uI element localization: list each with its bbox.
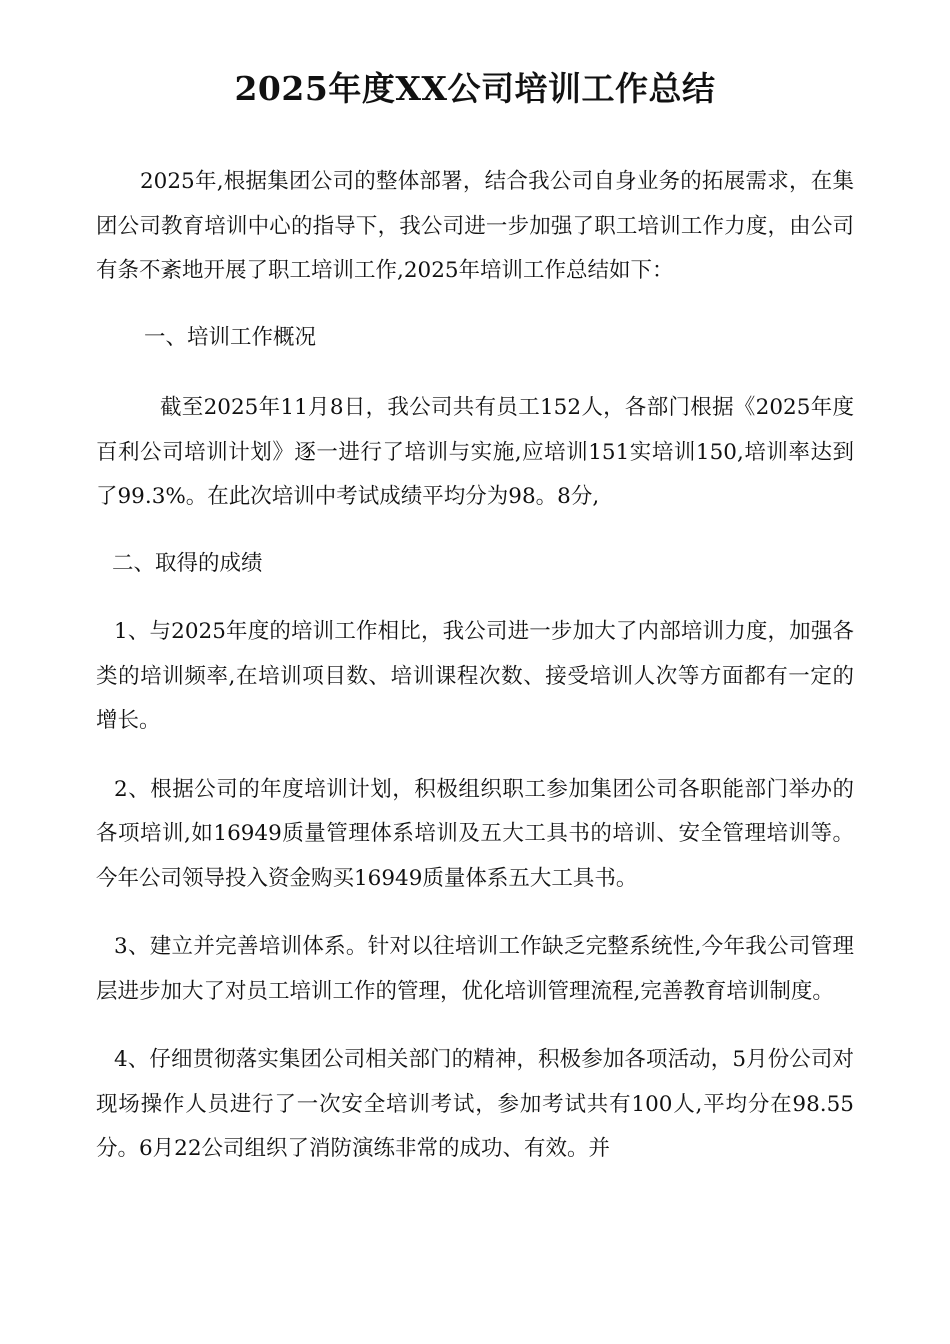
- section-heading-achievements: 二、取得的成绩: [112, 550, 263, 576]
- section-heading-overview: 一、培训工作概况: [144, 324, 317, 350]
- intro-paragraph: 2025年,根据集团公司的整体部署，结合我公司自身业务的拓展需求，在集团公司教育培训中心的指导下，我公司进一步加强了职工培训工作力度，由公司有条不紊地开展了职工培训工作,2025年培训工作总结如下：: [96, 169, 854, 283]
- overview-paragraph: 截至2025年11月8日，我公司共有员工152人，各部门根据《2025年度百利公司培训计划》逐一进行了培训与实施,应培训151实培训150,培训率达到了99.3%。在此次培训中考试成绩平均分为98。8分,: [96, 395, 854, 509]
- document-title: 2025年度XX公司培训工作总结: [234, 69, 716, 108]
- achievement-item-1: 1、与2025年度的培训工作相比，我公司进一步加大了内部培训力度，加强各类的培训频率,在培训项目数、培训课程次数、接受培训人次等方面都有一定的增长。: [96, 619, 854, 733]
- achievement-item-3: 3、建立并完善培训体系。针对以往培训工作缺乏完整系统性,今年我公司管理层进步加大了对员工培训工作的管理，优化培训管理流程,完善教育培训制度。: [96, 934, 854, 1004]
- achievement-item-4: 4、仔细贯彻落实集团公司相关部门的精神，积极参加各项活动，5月份公司对现场操作人员进行了一次安全培训考试，参加考试共有100人,平均分在98.55分。6月22公司组织了消防演练非常的成功、有效。并: [96, 1047, 854, 1161]
- achievement-item-2: 2、根据公司的年度培训计划，积极组织职工参加集团公司各职能部门举办的各项培训,如16949质量管理体系培训及五大工具书的培训、安全管理培训等。今年公司领导投入资金购买16949质量体系五大工具书。: [96, 776, 854, 891]
